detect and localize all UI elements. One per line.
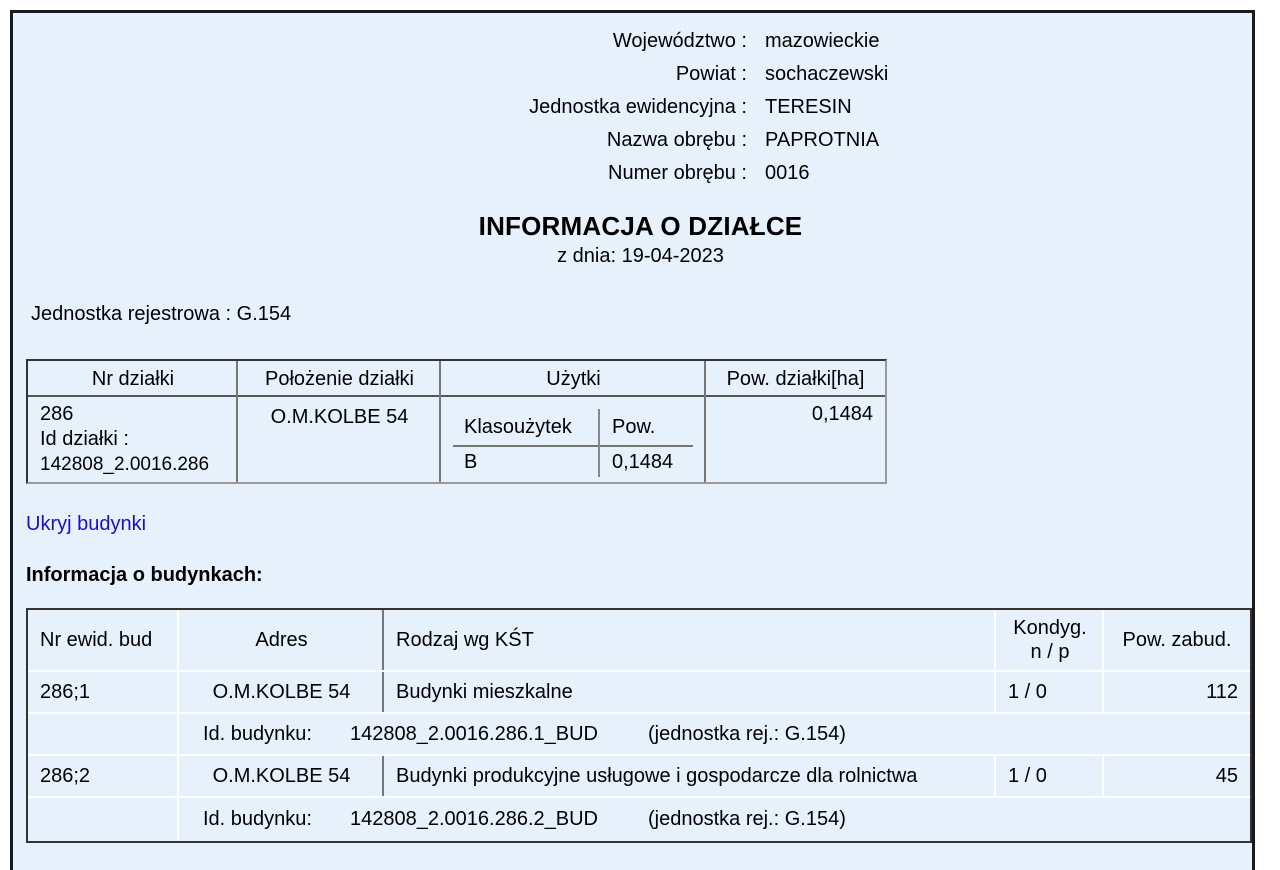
building-address: O.M.KOLBE 54	[212, 680, 351, 703]
column-divider	[382, 610, 384, 670]
col-header-rodzaj: Rodzaj wg KŚT	[396, 628, 534, 651]
col-header-nr-ewid: Nr ewid. bud	[40, 628, 153, 651]
buildings-section-title: Informacja o budynkach:	[26, 564, 263, 586]
buildings-header-row	[28, 610, 1250, 672]
table-row	[28, 672, 1250, 714]
column-divider	[177, 756, 179, 796]
column-divider	[382, 756, 384, 796]
info-label: Powiat :	[675, 63, 747, 85]
location-info	[13, 25, 1252, 190]
info-row-jednostka	[13, 91, 1252, 124]
klasouzytek-pow-header: Pow.	[612, 416, 656, 438]
col-header-polozenie: Położenie działki	[238, 361, 441, 397]
col-header-kondyg	[996, 610, 1104, 670]
building-number: 286;2	[40, 764, 91, 787]
table-row-detail	[28, 714, 1250, 756]
info-label: Jednostka ewidencyjna :	[529, 96, 747, 118]
column-divider	[177, 672, 179, 712]
column-divider	[994, 756, 996, 796]
jednostka-rejestrowa: Jednostka rejestrowa : G.154	[31, 303, 292, 325]
building-jr: (jednostka rej.: G.154)	[648, 808, 846, 830]
info-label: Województwo :	[612, 30, 747, 52]
info-row-nazwa-obrebu	[13, 124, 1252, 157]
column-divider	[994, 672, 996, 712]
info-value: TERESIN	[765, 96, 852, 118]
building-id-value: 142808_2.0016.286.1_BUD	[350, 722, 598, 745]
building-number: 286;1	[40, 680, 91, 703]
column-divider	[177, 798, 179, 841]
hide-buildings-link[interactable]: Ukryj budynki	[26, 513, 147, 535]
building-floors: 1 / 0	[1008, 764, 1047, 787]
col-header-adres: Adres	[255, 628, 308, 651]
building-id-label: Id. budynku:	[203, 808, 312, 830]
building-id-value: 142808_2.0016.286.2_BUD	[350, 808, 598, 830]
col-header-nr-dzialki: Nr działki	[28, 361, 238, 397]
info-value: mazowieckie	[765, 30, 880, 52]
report-date: z dnia: 19-04-2023	[557, 245, 724, 267]
building-area: 45	[1215, 764, 1238, 787]
table-row-detail	[28, 798, 1250, 841]
building-floors: 1 / 0	[1008, 680, 1047, 703]
column-divider	[1102, 756, 1104, 796]
building-id-label: Id. budynku:	[203, 722, 312, 745]
parcel-table	[26, 359, 887, 484]
building-type: Budynki produkcyjne usługowe i gospodarcze dla rolnictwa	[396, 764, 918, 787]
kondyg-header-line1: Kondyg.	[1013, 617, 1087, 639]
column-divider	[994, 610, 996, 670]
info-row-powiat	[13, 58, 1252, 91]
klasouzytek-pow-value: 0,1484	[612, 451, 674, 473]
parcel-number: 286	[40, 403, 74, 425]
table-row	[28, 756, 1250, 798]
parcel-location: O.M.KOLBE 54	[270, 406, 409, 428]
building-type: Budynki mieszkalne	[396, 680, 573, 703]
kondyg-header-line2: n / p	[1030, 641, 1070, 663]
building-area: 112	[1206, 680, 1238, 703]
column-divider	[177, 714, 179, 754]
col-header-pow-dzialki: Pow. działki[ha]	[706, 361, 885, 397]
column-divider	[177, 610, 179, 670]
info-row-wojewodztwo	[13, 25, 1252, 58]
column-divider	[1102, 672, 1104, 712]
klasouzytek-header: Klasoużytek	[464, 416, 572, 438]
subtable-divider	[598, 409, 600, 477]
info-value: sochaczewski	[765, 63, 889, 85]
parcel-id-value: 142808_2.0016.286	[40, 454, 210, 475]
klasouzytek-value: B	[464, 451, 478, 473]
parcel-area: 0,1484	[811, 403, 873, 425]
buildings-table	[26, 608, 1252, 843]
page-frame	[10, 10, 1255, 870]
subtable-divider	[453, 445, 693, 447]
info-value: 0016	[765, 162, 810, 184]
info-value: PAPROTNIA	[765, 129, 880, 151]
col-header-uzytki: Użytki	[441, 361, 706, 397]
page-title: INFORMACJA O DZIAŁCE	[478, 211, 803, 241]
building-jr: (jednostka rej.: G.154)	[648, 722, 846, 745]
info-row-numer-obrebu	[13, 157, 1252, 190]
parcel-id-label: Id działki :	[40, 428, 129, 450]
col-header-pow-zabud: Pow. zabud.	[1122, 628, 1232, 651]
building-address: O.M.KOLBE 54	[212, 764, 351, 787]
info-label: Nazwa obrębu :	[606, 129, 747, 151]
column-divider	[382, 672, 384, 712]
column-divider	[1102, 610, 1104, 670]
info-label: Numer obrębu :	[608, 162, 747, 184]
